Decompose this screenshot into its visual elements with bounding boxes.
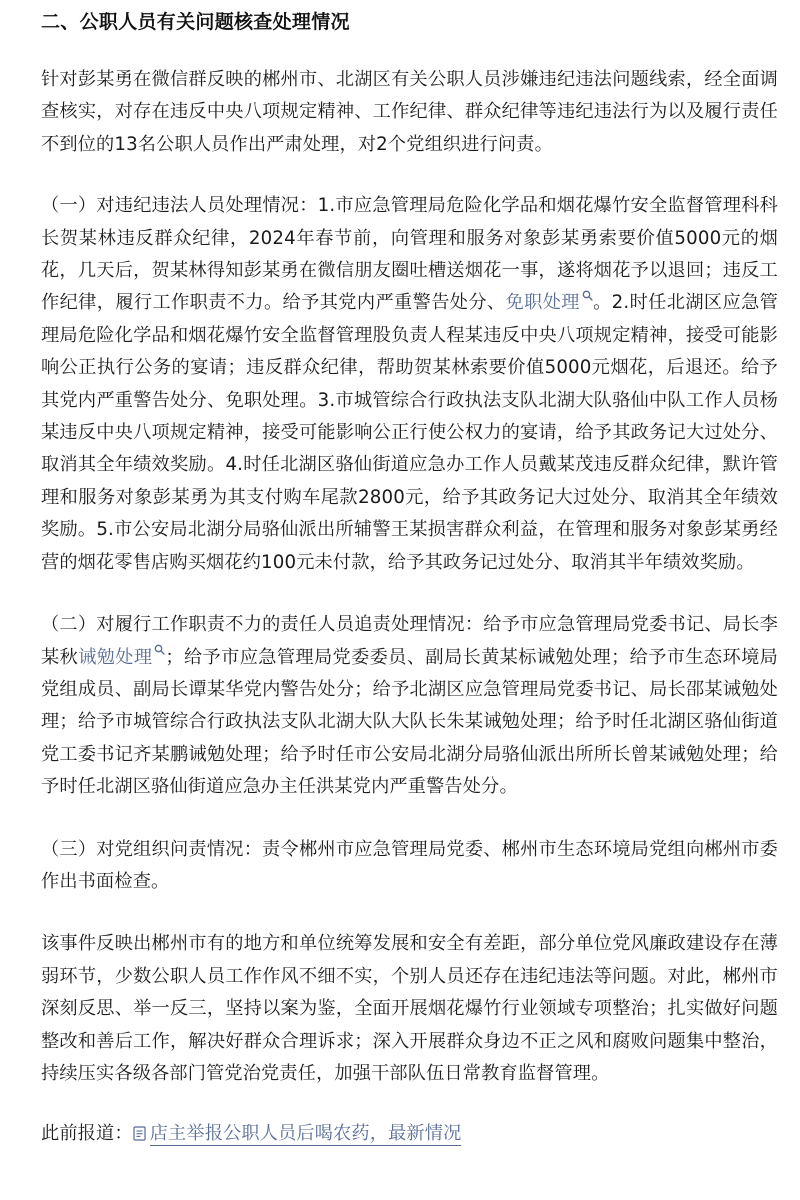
intro-paragraph: 针对彭某勇在微信群反映的郴州市、北湖区有关公职人员涉嫌违纪违法问题线索，经全面调查核实，对存在违反中央八项规定精神、工作纪律、群众纪律等违纪违法行为以及履行责任不到位的13名公职人员作出严肃处理，对2个党组织进行问责。 xyxy=(41,69,778,155)
conclusion-paragraph: 该事件反映出郴州市有的地方和单位统筹发展和安全有差距，部分单位党风廉政建设存在薄弱环节，少数公职人员工作作风不细不实，个别人员还存在违纪违法等问题。对此，郴州市深刻反思、举一反三，坚持以案为鉴，全面开展烟花爆竹行业领域专项整治；扎实做好问题整改和善后工作，解决好群众合理诉求；深入开展群众身边不正之风和腐败问题集中整治，持续压实各级各部门管党治党责任，加强干部队伍日常教育监督管理。 xyxy=(41,933,778,1084)
dismissal-link[interactable] xyxy=(506,292,593,313)
previous-report xyxy=(41,1118,778,1150)
part1-text-b: 。2.时任北湖区应急管理局危险化学品和烟花爆竹安全监督管理股负责人程某违反中央八项规定精神，接受可能影响公正执行公务的宴请；违反群众纪律，帮助贺某林索要价值5000元烟花，后退还。给予其党内严重警告处分、免职处理。3.市城管综合行政执法支队北湖大队骆仙中队工作人员杨某违反中央八项规定精神，接受可能影响公正行使公权力的宴请，给予其政务记大过处分、取消其全年绩效奖励。4.时任北湖区骆仙街道应急办工作人员戴某茂违反群众纪律，默许管理和服务对象彭某勇为其支付购车尾款2800元，给予其政务记大过处分、取消其全年绩效奖励。5.市公安局北湖分局骆仙派出所辅警王某损害群众利益，在管理和服务对象彭某勇经营的烟花零售店购买烟花约100元未付款，给予其政务记过处分、取消其半年绩效奖励。 xyxy=(41,292,778,573)
previous-report-label: 此前报道： xyxy=(41,1123,133,1145)
search-icon[interactable] xyxy=(582,290,593,301)
section-heading: 二、公职人员有关问题核查处理情况 xyxy=(41,11,350,33)
part1-paragraph xyxy=(41,190,778,579)
search-icon[interactable] xyxy=(154,644,165,655)
admonition-link[interactable] xyxy=(78,647,165,668)
part2-paragraph xyxy=(41,609,778,803)
part3-paragraph: （三）对党组织问责情况：责令郴州市应急管理局党委、郴州市生态环境局党组向郴州市委作出书面检查。 xyxy=(41,838,778,892)
previous-report-link[interactable]: 店主举报公职人员后喝农药，最新情况 xyxy=(149,1123,462,1145)
document-icon[interactable] xyxy=(133,1126,146,1141)
part1-text-a: （一）对违纪违法人员处理情况：1.市应急管理局危险化学品和烟花爆竹安全监督管理科科长贺某林违反群众纪律，2024年春节前，向管理和服务对象彭某勇索要价值5000元的烟花，几天后，贺某林得知彭某勇在微信朋友圈吐槽送烟花一事，遂将烟花予以退回；违反工作纪律，履行工作职责不力。给予其党内严重警告处分、 xyxy=(41,195,778,314)
part2-text-b: ；给予市应急管理局党委委员、副局长黄某标诫勉处理；给予市生态环境局党组成员、副局长谭某华党内警告处分；给予北湖区应急管理局党委书记、局长邵某诫勉处理；给予市城管综合行政执法支队北湖大队大队长朱某诫勉处理；给予时任北湖区骆仙街道党工委书记齐某鹏诫勉处理；给予时任市公安局北湖分局骆仙派出所所长曾某诫勉处理；给予时任北湖区骆仙街道应急办主任洪某党内严重警告处分。 xyxy=(41,646,778,798)
admonition-link-text[interactable]: 诫勉处理 xyxy=(78,646,153,668)
part2-text-a: （二）对履行工作职责不力的责任人员追责处理情况：给予市应急管理局党委书记、局长李某秋 xyxy=(41,614,778,668)
dismissal-link-text[interactable]: 免职处理 xyxy=(505,292,580,314)
